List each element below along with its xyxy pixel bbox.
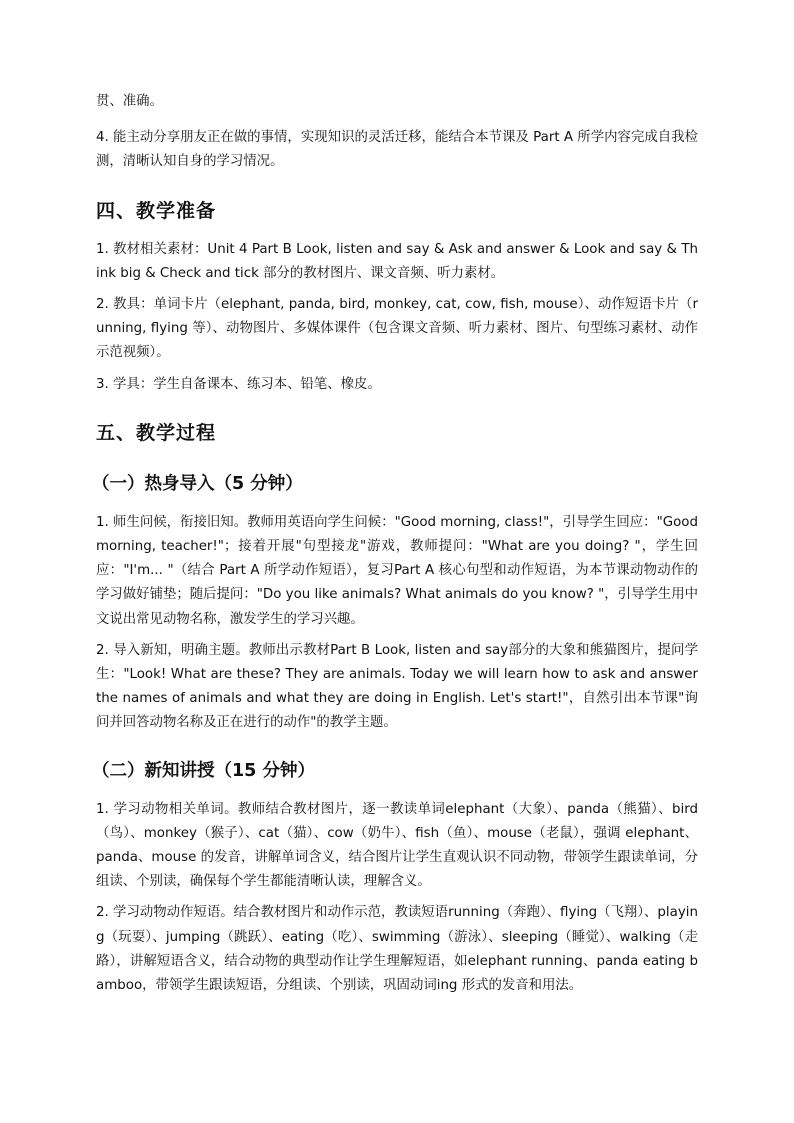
new-knowledge-item-2: 2. 学习动物动作短语。结合教材图片和动作示范，教读短语running（奔跑）、flying（飞翔）、playing（玩耍）、jumping（跳跃）、eating（吃）、swimming（游泳）、sleeping（睡觉）、walking（走路），讲解短语含义，结合动物的典型动作让学生理解短语，如elephant running、panda eating bamboo，带领学生跟读短语，分组读、个别读，巩固动词ing 形式的发音和用法。 bbox=[96, 905, 698, 994]
warmup-item-1: 1. 师生问候，衔接旧知。教师用英语向学生问候："Good morning, class!"，引导学生回应："Good morning, teacher!"；接着开展"句型接龙"游戏，教师提问："What are you doing? "，学生回应："I'm... "（结合 Part A 所学动作短语），复习Part A 核心句型和动作短语，为本节课动物动作的学习做好铺垫；随后提问："Do you like animals? What animals do you know? "，引导学生用中文说出常见动物名称，激发学生的学习兴趣。 bbox=[96, 514, 698, 627]
objective-item-4: 4. 能主动分享朋友正在做的事情，实现知识的灵活迁移，能结合本节课及 Part A 所学内容完成自我检测，清晰认知自身的学习情况。 bbox=[96, 130, 698, 170]
section-heading-process: 五、教学过程 bbox=[96, 421, 217, 444]
document-page bbox=[92, 90, 698, 998]
paragraph-continuation: 贯、准确。 bbox=[96, 94, 163, 109]
warmup-item-2: 2. 导入新知，明确主题。教师出示教材Part B Look, listen and say部分的大象和熊猫图片，提问学生："Look! What are these? They are animals. Today we will learn how to ask and answer the names of animals and what they are doing in English. Let's start!"，自然引出本节课"询问并回答动物名称及正在进行的动作"的教学主题。 bbox=[96, 642, 698, 731]
preparation-item-3: 3. 学具：学生自备课本、练习本、铅笔、橡皮。 bbox=[96, 376, 381, 392]
new-knowledge-item-1: 1. 学习动物相关单词。教师结合教材图片，逐一教读单词elephant（大象）、panda（熊猫）、bird（鸟）、monkey（猴子）、cat（猫）、cow（奶牛）、fish（鱼）、mouse（老鼠），强调 elephant、panda、mouse 的发音，讲解单词含义，结合图片让学生直观认识不同动物，带领学生跟读单词，分组读、个别读，确保每个学生都能清晰认读，理解含义。 bbox=[96, 801, 698, 890]
subsection-heading-warmup: （一）热身导入（5 分钟） bbox=[92, 473, 303, 494]
preparation-item-2: 2. 教具：单词卡片（elephant, panda, bird, monkey, cat, cow, fish, mouse）、动作短语卡片（running, flying 等）、动物图片、多媒体课件（包含课文音频、听力素材、图片、句型练习素材、动作示范视频）。 bbox=[96, 297, 698, 361]
subsection-heading-new-knowledge: （二）新知讲授（15 分钟） bbox=[92, 760, 315, 781]
preparation-item-1: 1. 教材相关素材：Unit 4 Part B Look, listen and say & Ask and answer & Look and say & Think big & Check and tick 部分的教材图片、课文音频、听力素材。 bbox=[96, 241, 698, 281]
section-heading-preparation: 四、教学准备 bbox=[96, 199, 217, 222]
